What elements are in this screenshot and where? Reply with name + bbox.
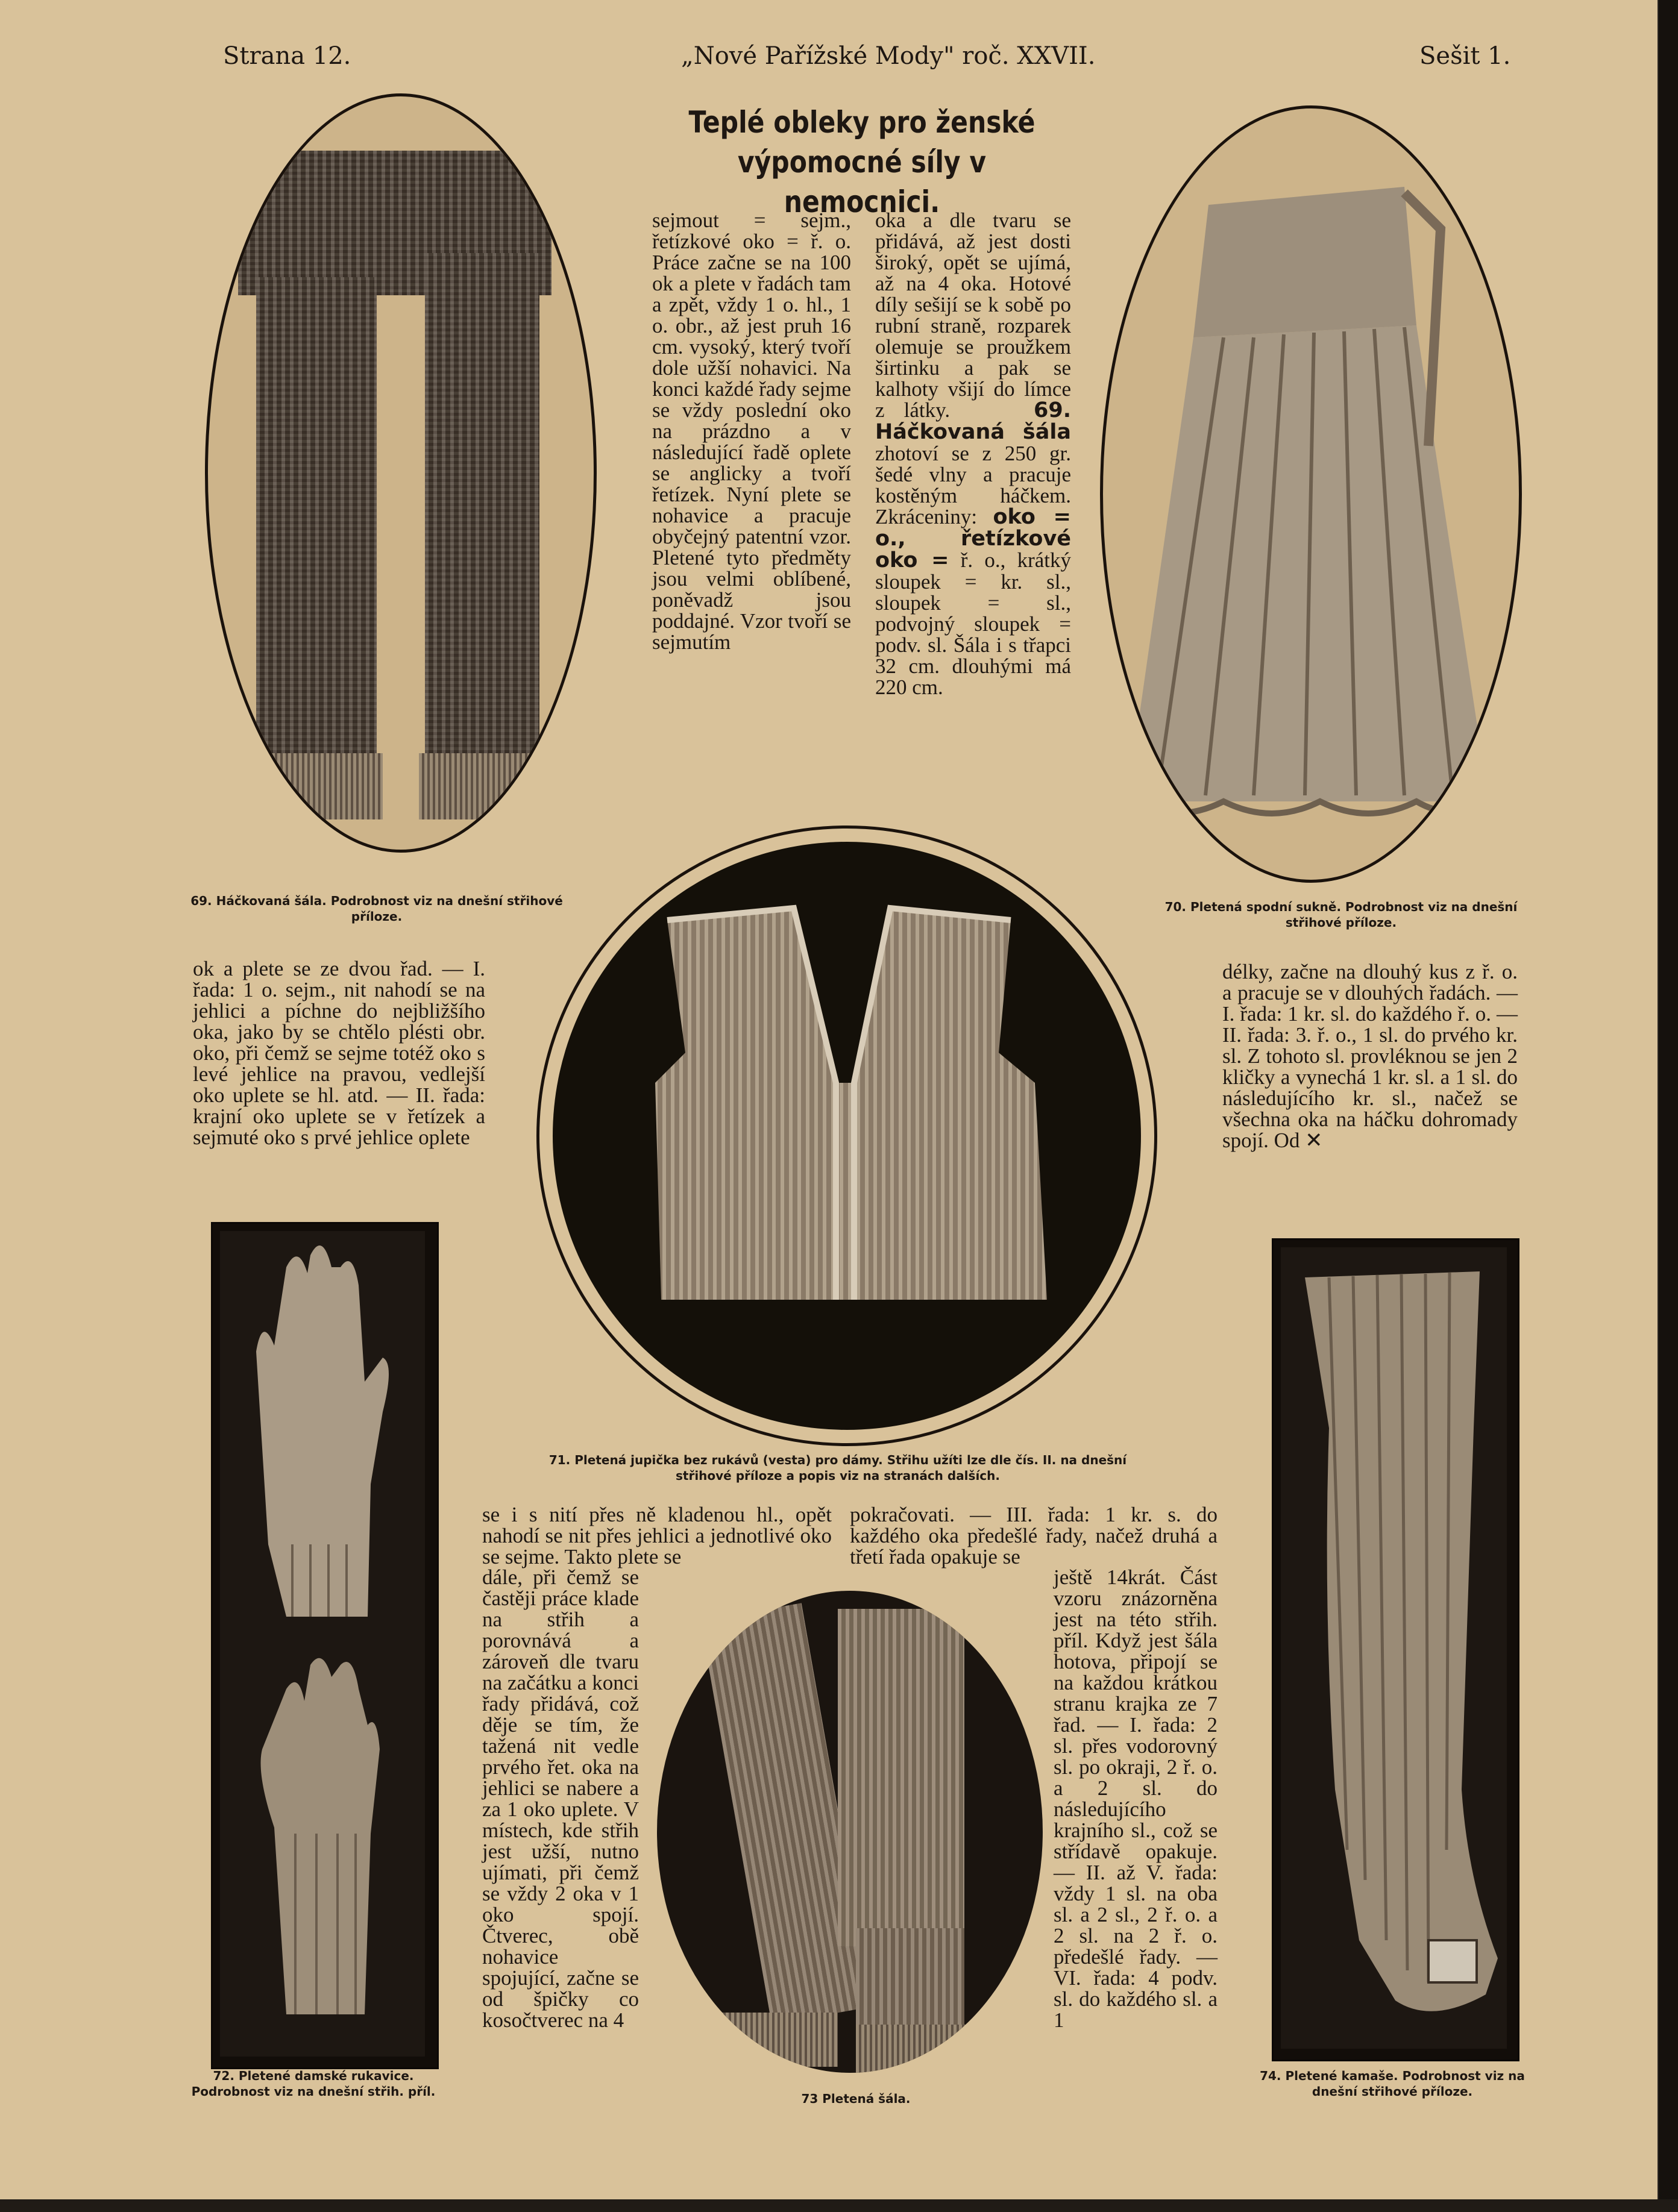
illustration-69-crochet-scarf xyxy=(205,93,597,853)
text-column-middle-right: délky, začne na dlouhý kus z ř. o. a pracuje se v dlouhých řadách. — I. řada: 1 kr. sl. do každého ř. o. — II. řada: 3. ř. o., 1 sl. do prvého kr. sl. Z tohoto sl. provléknou se jen 2 kličky a vynechá 1 kr. sl. a 1 sl. do následujícího kr. sl., načež se všechna oka na háčku dohromady spojí. Od ✕ xyxy=(1222,960,1518,1152)
scan-bottom-edge xyxy=(0,2199,1678,2212)
caption-73: 73 Pletená šála. xyxy=(801,2091,911,2106)
illustration-73-knitted-scarf xyxy=(657,1591,1043,2073)
journal-title: „Nové Pařížské Mody" roč. XXVII. xyxy=(681,42,1096,70)
illustration-74-knitted-gaiters xyxy=(1272,1238,1519,2061)
caption-69: 69. Háčkovaná šála. Podrobnost viz na dnešní střihové příloze. xyxy=(190,894,563,924)
caption-74: 74. Pletené kamaše. Podrobnost viz na dnešní střihové příloze. xyxy=(1260,2069,1525,2099)
illustration-70-knitted-petticoat xyxy=(1100,105,1522,883)
caption-71: 71. Pletená jupička bez rukávů (vesta) pro dámy. Střihu užíti lze dle čís. II. na dnešní střihové příloze a popis viz na stranách dalších. xyxy=(548,1453,1127,1483)
text-column-top-left: sejmout = sejm., řetízkové oko = ř. o. Práce začne se na 100 ok a plete v řadách tam a zpět, vždy 1 o. hl., 1 o. obr., až jest pruh 16 cm. vysoký, který tvoří dole užší nohavici. Na konci každé řady sejme se vždy poslední oko na prázdno a v následující řadě oplete se anglicky a tvoří řetízek. Nyní plete se nohavice a pracuje obyčejný patentní vzor. Pletené tyto předměty jsou velmi oblíbené, poněvadž jsou poddajné. Vzor tvoří se sejmutím xyxy=(652,208,851,654)
illustration-72-knitted-gloves xyxy=(211,1222,439,2069)
text-column-bottom-a-narrow: dále, při čemž se častěji práce klade na střih a porovnává a zároveň dle tvaru na začátku a konci řady přidává, což děje se tím, že tažená nit vedle prvého řet. oka na jehlici se nabere a za 1 oko uplete. V místech, kde střih jest užší, nutno ujímati, při čemž se vždy 2 oka v 1 oko spojí. Čtverec, obě nohavice spojující, začne se od špičky co kosočtverec na 4 xyxy=(482,1565,639,2032)
caption-70: 70. Pletená spodní sukně. Podrobnost viz na dnešní střihové příloze. xyxy=(1164,900,1518,930)
illustration-71-knitted-vest xyxy=(536,826,1157,1446)
binding-edge xyxy=(1659,0,1678,2212)
text-column-middle-left: ok a plete se ze dvou řad. — I. řada: 1 o. sejm., nit nahodí se na jehlici a píchne do nejbližšího oka, jako by se chtělo plésti obr. oko, při čemž se sejme totéž oko s levé jehlice na pravou, vedlejší oko uplete se hl. atd. — II. řada: krajní oko uplete se v řetízek a sejmuté oko s prvé jehlice oplete xyxy=(193,957,485,1149)
caption-72: 72. Pletené damské rukavice. Podrobnost viz na dnešní střih. příl. xyxy=(191,2069,436,2099)
issue-number: Sešit 1. xyxy=(1419,42,1511,70)
article-title: Teplé obleky pro ženské výpomocné síly v nemocnici. xyxy=(688,105,1035,219)
page-number: Strana 12. xyxy=(223,42,351,70)
text-column-bottom-a-wide: se i s nití přes ně kladenou hl., opět nahodí se nit přes jehlici a jednotlivé oko se sejme. Takto plete se xyxy=(482,1503,832,1568)
text-column-bottom-b-narrow: ještě 14krát. Část vzoru znázorněna jest na této střih. příl. Když jest šála hotova, připojí se na každou krátkou stranu krajka ze 7 řad. — I. řada: 2 sl. přes vodorovný sl. po okraji, 2 ř. o. a 2 sl. do následujícího krajního sl., což se střídavě opakuje. — II. až V. řada: vždy 1 sl. na oba sl. a 2 sl., 2 ř. o. a 2 sl. na 2 ř. o. předešlé řady. — VI. řada: 4 podv. sl. do každého sl. a 1 xyxy=(1054,1565,1218,2032)
text-column-top-right: oka a dle tvaru se přidává, až jest dosti široký, opět se ujímá, až na 4 oka. Hotové díly sešijí se k sobě po rubní straně, rozparek olemuje se proužkem širtinku a pak se kalhoty všijí do límce z látky. 69. Háčkovaná šála zhotoví se z 250 gr. šedé vlny a pracuje kostěným háčkem. Zkráceniny: oko = o., řetízkové oko = ř. o., krátký sloupek = kr. sl., sloupek = sl., podvojný sloupek = podv. sl. Šála i s třapci 32 cm. dlouhými má 220 cm. xyxy=(875,208,1072,699)
text-column-bottom-b-wide: pokračovati. — III. řada: 1 kr. s. do každého oka předešlé řady, načež druhá a třetí řada opakuje se xyxy=(850,1503,1218,1568)
